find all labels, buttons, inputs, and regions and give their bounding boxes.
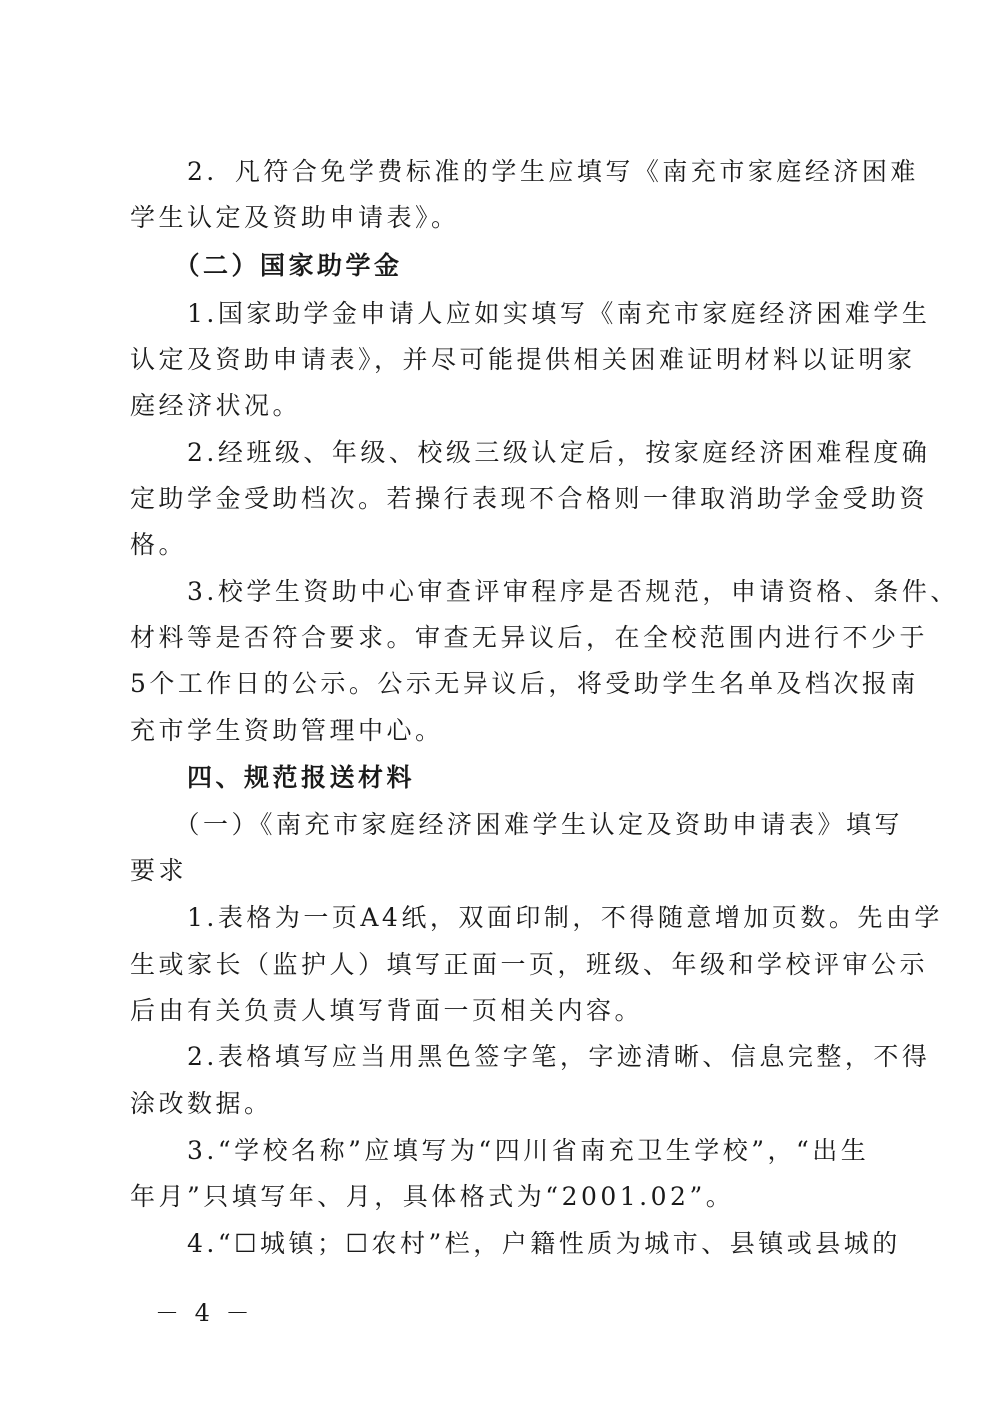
- text-line: 后由有关负责人填写背面一页相关内容。: [130, 996, 644, 1025]
- text-line: 3.“学校名称”应填写为“四川省南充卫生学校”，“出生: [130, 1136, 870, 1165]
- text-line: 认定及资助申请表》，并尽可能提供相关困难证明材料以证明家: [130, 345, 916, 374]
- text-line: 定助学金受助档次。若操行表现不合格则一律取消助学金受助资: [130, 484, 929, 513]
- text-line: 年月”只填写年、月，具体格式为“2001.02”。: [130, 1182, 735, 1211]
- text-line: 涂改数据。: [130, 1089, 273, 1118]
- text-line: 庭经济状况。: [130, 391, 302, 420]
- text-line: 生或家长（监护人）填写正面一页，班级、年级和学校评审公示: [130, 950, 929, 979]
- section-heading: 四、规范报送材料: [130, 763, 416, 792]
- text-line: 2.表格填写应当用黑色签字笔，字迹清晰、信息完整，不得: [130, 1042, 931, 1071]
- text-line: 4.“☐城镇；☐农村”栏，户籍性质为城市、县镇或县城的: [130, 1229, 901, 1258]
- text-line: 5个工作日的公示。公示无异议后，将受助学生名单及档次报南: [130, 669, 919, 698]
- text-line: 1.表格为一页A4纸，双面印制，不得随意增加页数。先由学: [130, 903, 943, 932]
- text-line: 学生认定及资助申请表》。: [130, 203, 460, 232]
- text-line: 1.国家助学金申请人应如实填写《南充市家庭经济困难学生: [130, 299, 931, 328]
- text-line: 充市学生资助管理中心。: [130, 716, 444, 745]
- text-line: 2.经班级、年级、校级三级认定后，按家庭经济困难程度确: [130, 438, 931, 467]
- text-line: 3.校学生资助中心审查评审程序是否规范，申请资格、条件、: [130, 577, 959, 606]
- text-line: 2．凡符合免学费标准的学生应填写《南充市家庭经济困难: [130, 157, 919, 186]
- page-number: － 4 －: [155, 1299, 254, 1327]
- text-line: 格。: [130, 530, 188, 559]
- section-heading: （二）国家助学金: [130, 251, 403, 280]
- text-line: 材料等是否符合要求。审查无异议后，在全校范围内进行不少于: [130, 623, 929, 652]
- section-heading: （一）《南充市家庭经济困难学生认定及资助申请表》填写: [130, 810, 904, 839]
- text-line: 要求: [130, 856, 188, 885]
